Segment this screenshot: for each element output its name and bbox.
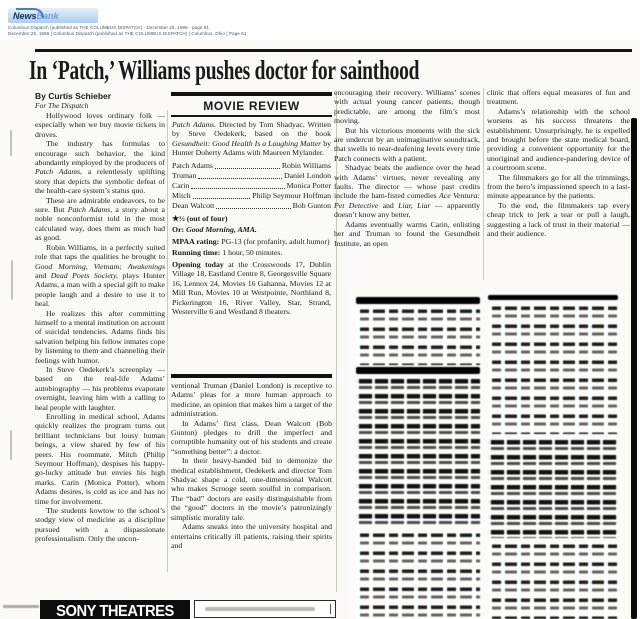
paragraph: ventional Truman (Daniel London) is receptive to Adams’ pleas for a more human approach to medicine, an opinion that makes him a target of the administration.: [171, 381, 332, 419]
ad-header-bar: [488, 295, 618, 300]
paragraph: In Adams’ first class, Dean Walcott (Bob Gunton) pledges to drill the imperfect and corruptible humanity out of his students and create “something better”: a doctor.: [171, 418, 332, 456]
ad-header-bar: [356, 297, 480, 304]
column-rule: [483, 88, 484, 280]
cast-role: Truman: [172, 170, 197, 180]
ad-noise-block: [488, 438, 618, 538]
cast-list: [172, 161, 331, 211]
star-rating: ★½ (out of four): [172, 213, 228, 223]
alternate-title: Or: Good Morning, AMA.: [172, 225, 257, 235]
paragraph: The filmmakers go for all the trimmings, from the hero’s impassioned speech to a last-minute appearance by the patients.: [487, 172, 630, 201]
review-box-bottom-bar: [171, 374, 332, 378]
cast-row: [172, 191, 331, 201]
article-column-4: [487, 88, 630, 280]
sony-theatres-banner-text: SONY THEATRES: [56, 603, 174, 619]
cast-row: [172, 171, 331, 181]
cast-actor: Bob Gunton: [292, 200, 331, 210]
paragraph: Adams sneaks into the university hospital and entertains critically ill patients, raising their spirits and: [171, 522, 332, 550]
paragraph: The industry has formulas to encourage such behavior, the kind abundantly employed by the producers of Patch Adams, a relentlessly uplifting story that depicts the symbolic defeat of the health-care system’s status quo.: [35, 139, 165, 196]
ad-noise-block: [488, 542, 618, 619]
article-byline-credit: For The Dispatch: [35, 101, 89, 110]
newsbank-logo-bank: Bank: [36, 10, 59, 21]
sony-theatres-banner: [40, 600, 190, 619]
paragraph: In Steve Oedekerk’s screenplay — based on the real-life Adams’ autobiography — his problems evaporate overnight, leaving him with a calling to heal people with laughter.: [35, 364, 165, 412]
ad-noise-block: [356, 307, 480, 365]
cast-actor: Daniel London: [284, 170, 331, 180]
newsbank-logo-arc-icon: [16, 8, 44, 18]
article-headline: In ‘Patch,’ Williams pushes doctor for sainthood: [29, 55, 420, 85]
cast-row: [172, 201, 331, 211]
dot-leader: [216, 208, 290, 209]
ad-noise-block: [356, 531, 480, 619]
ad-scan-left-column: [356, 295, 480, 619]
paragraph: He realizes this after committing himself to a mental institution on account of suicidal tendencies. Adams finds his salvation helping his fellow inmates cope by listening to them and channeling their feelings with humor.: [35, 308, 165, 365]
newsbank-logo: [8, 8, 98, 23]
paragraph: Enrolling in medical school, Adams quickly realizes the program turns out brilliant technicians but lousy human beings, a view shared by few of his peers. His roommate, Mitch (Philip Seymour Hoffman), despises his happy-go-lucky attitude but envies his high marks. Carin (Monica Potter), whom Adams desires, is cold as ice and has no time for involvement.: [35, 412, 165, 506]
movie-review-box: [171, 92, 332, 378]
scan-artifact: [10, 130, 12, 156]
article-byline: By Curtis Schieber: [35, 91, 112, 101]
ad-noise-block: [356, 377, 480, 527]
newsbank-logo-news: News: [13, 10, 37, 21]
cast-role: Carin: [172, 180, 190, 190]
cast-role: Mitch: [172, 190, 191, 200]
citation-footnote-smudge: [3, 605, 39, 608]
paragraph: Shadyac beats the audience over the head with Adams’ virtues, never revealing any faults. The director — whose past credits include the ham-fisted comedies Ace Ventura: Pet Detective and Liar, Liar — apparently doesn’t know any better.: [334, 163, 480, 220]
cast-role: Patch Adams: [172, 160, 213, 170]
cast-actor: Robin Williams: [281, 160, 331, 170]
paragraph: clinic that offers equal measures of fun and treatment.: [487, 88, 630, 107]
review-box-top-bar: [171, 92, 332, 96]
paragraph: Hollywood loves ordinary folk — especially when we buy movie tickets in droves.: [35, 111, 165, 139]
ad-header-bar: [356, 367, 480, 374]
source-citation-line-2: December 25, 1998 | Columbus Dispatch (published as THE COLUMBUS DISPATCH) | Columbus, Ohio | Page 61: [8, 31, 247, 36]
dot-leader: [215, 168, 280, 169]
review-box-title: MOVIE REVIEW: [203, 99, 300, 113]
review-credits: Patch Adams. Directed by Tom Shadyac. Written by Steve Oedekerk, based on the book Gesundheit: Good Health Is a Laughing Matter by Hunter Doherty Adams with Maureen Mylander.: [172, 120, 332, 158]
advertisement-scan: [348, 290, 629, 619]
paragraph: encouraging their recovery. Williams’ scenes with actual young cancer patients, though predictable, are among the film’s most moving.: [334, 88, 480, 126]
bottom-ad-box: [194, 600, 336, 618]
paragraph: But his victorious moments with the sick are undercut by an unimaginative soundtrack, that swells to near-deafening levels every time Patch connects with a patient.: [334, 125, 480, 163]
mpaa-rating: MPAA rating: PG-13 (for profanity, adult humor): [172, 236, 330, 246]
article-column-1: [35, 111, 165, 575]
opening-theaters: Opening today at the Crosswoods 17, Dublin Village 18, Eastland Centre 8, Georgesville Square 16, Lennox 24, Movies 16 Gahanna, Movies 12 at Mill Run, Movies 10 at Westpointe, Northland 8, Pickerington 16, River Valley, Star, Strand, Westerville 6 and Westland 8 theaters.: [172, 260, 331, 317]
cast-actor: Monica Potter: [286, 180, 331, 190]
ad-scan-right-column: [488, 295, 618, 619]
cast-role: Dean Walcott: [172, 200, 215, 210]
paragraph: Adams’s relationship with the school worsens as his success threatens the establishment. Unsurprisingly, he is expelled and brought before the state medical board, providing a convenient opportunity for the unoriginal and audience-pandering device of a courtroom scene.: [487, 106, 630, 173]
cast-actor: Philip Seymour Hoffman: [252, 190, 331, 200]
cast-row: [172, 181, 331, 191]
dot-leader: [198, 178, 282, 179]
scan-page-edge: [631, 118, 637, 619]
scan-artifact: [10, 430, 12, 460]
column-rule: [167, 110, 168, 572]
cast-row: [172, 161, 331, 171]
source-citation-line-1: Columbus Dispatch (published as THE COLUMBUS DISPATCH) - December 25, 1998 - page 61: [8, 25, 209, 30]
paragraph: Robin Williams, in a perfectly suited role that taps the qualities he brought to Good Morning, Vietnam; Awakenings and Dead Poets Society, plays Hunter Adams, a man with a special gift to make people laugh and a desire to use it to heal.: [35, 242, 165, 309]
dot-leader: [191, 188, 284, 189]
article-column-2: [171, 381, 332, 593]
headline-rule: [35, 49, 632, 52]
paragraph: These are admirable endeavors, to be sure. But Patch Adams, a story about a noble nonconformist told in the most calculated way, does them as much bad as good.: [35, 195, 165, 243]
running-time: Running time: 1 hour, 50 minutes.: [172, 248, 283, 258]
ad-noise-block: [488, 304, 618, 434]
paragraph: The students kowtow to the school’s stodgy view of medicine as a discipline pursued with a dispassionate professionalism. Only the uncon-: [35, 506, 165, 544]
scan-artifact: [11, 260, 13, 300]
paragraph: In their heavy-handed bid to demonize the medical establishment, Oedekerk and director Tom Shadyac shape a cold, one-dimensional Walcott who makes Scrooge seem soulful in comparison. The “bad” doctors are easily distinguishable from the “good” doctors in the movie’s patronizingly simplistic morality tale.: [171, 456, 332, 522]
dot-leader: [193, 198, 251, 199]
illegible-ad-text: [205, 607, 315, 611]
article-column-3: [334, 88, 480, 286]
review-box-title-rule: [171, 115, 332, 117]
paragraph: Adams eventually warms Carin, enlisting her and Truman to found the Gesundheit Institute, an open: [334, 219, 480, 248]
paragraph: To the end, the filmmakers tap every cheap trick to jerk a tear or pull a laugh, suggesting a lack of trust in their material — and their audience.: [487, 200, 630, 239]
scan-artifact: [330, 604, 331, 614]
